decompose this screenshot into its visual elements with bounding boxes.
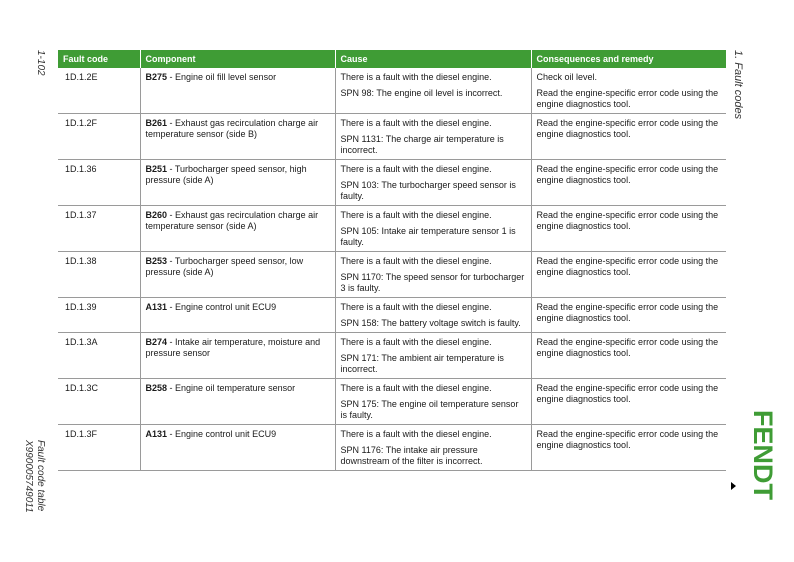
table-row [58, 379, 726, 425]
table-row [58, 114, 726, 160]
component-cell [140, 68, 335, 114]
cause-paragraph: There is a fault with the diesel engine. [340, 302, 492, 312]
component-reference: B275 [145, 72, 168, 82]
component-cell [140, 160, 335, 206]
table-row [58, 298, 726, 333]
cause-paragraph: SPN 158: The battery voltage switch is faulty. [340, 318, 521, 328]
table-row [58, 252, 726, 298]
component-description: - Turbocharger speed sensor, high pressure (side A) [145, 164, 307, 185]
cause-paragraph: SPN 105: Intake air temperature sensor 1 is faulty. [340, 226, 516, 247]
header-fault-code: Fault code [58, 50, 140, 68]
cause-paragraph: There is a fault with the diesel engine. [340, 429, 492, 439]
document-number: X990005749011 [23, 440, 34, 513]
header-component: Component [140, 50, 335, 68]
component-description: - Engine oil fill level sensor [167, 72, 277, 82]
fault-code-cell: 1D.1.38 [58, 252, 140, 298]
cause-paragraph: There is a fault with the diesel engine. [340, 337, 492, 347]
header-remedy: Consequences and remedy [531, 50, 726, 68]
fendt-logo-text: FENDT [748, 410, 778, 500]
cause-paragraph: There is a fault with the diesel engine. [340, 164, 492, 174]
cause-cell [335, 333, 531, 379]
cause-paragraph: There is a fault with the diesel engine. [340, 383, 492, 393]
table-row [58, 425, 726, 471]
table-row [58, 160, 726, 206]
cause-cell [335, 425, 531, 471]
cause-cell [335, 379, 531, 425]
page-number: 1-102 [35, 50, 46, 76]
header-cause: Cause [335, 50, 531, 68]
remedy-cell [531, 114, 726, 160]
cause-paragraph: SPN 1170: The speed sensor for turbocharger 3 is faulty. [340, 272, 525, 293]
remedy-cell [531, 379, 726, 425]
table-body [58, 68, 726, 471]
cause-paragraph: There is a fault with the diesel engine. [340, 210, 492, 220]
component-reference: B253 [145, 256, 168, 266]
component-cell [140, 333, 335, 379]
remedy-paragraph: Read the engine-specific error code using the engine diagnostics tool. [536, 302, 719, 323]
fault-code-cell: 1D.1.39 [58, 298, 140, 333]
remedy-paragraph: Read the engine-specific error code using the engine diagnostics tool. [536, 256, 719, 277]
remedy-cell [531, 68, 726, 114]
remedy-paragraph: Read the engine-specific error code using the engine diagnostics tool. [536, 118, 719, 139]
cause-cell [335, 160, 531, 206]
component-cell [140, 298, 335, 333]
component-reference: B261 [145, 118, 168, 128]
footer-doc-info [22, 440, 46, 513]
remedy-paragraph: Read the engine-specific error code using the engine diagnostics tool. [536, 337, 719, 358]
fendt-logo [748, 398, 778, 512]
component-description: - Engine control unit ECU9 [167, 302, 277, 312]
remedy-cell [531, 252, 726, 298]
component-description: - Intake air temperature, moisture and pressure sensor [145, 337, 321, 358]
cause-paragraph: SPN 175: The engine oil temperature sensor is faulty. [340, 399, 519, 420]
component-cell [140, 114, 335, 160]
component-cell [140, 252, 335, 298]
component-reference: B274 [145, 337, 168, 347]
fault-code-cell: 1D.1.37 [58, 206, 140, 252]
cause-paragraph: There is a fault with the diesel engine. [340, 118, 492, 128]
cause-cell [335, 298, 531, 333]
component-reference: B258 [145, 383, 168, 393]
fault-code-cell: 1D.1.3C [58, 379, 140, 425]
component-description: - Turbocharger speed sensor, low pressure (side A) [145, 256, 304, 277]
fault-code-cell: 1D.1.36 [58, 160, 140, 206]
cause-cell [335, 114, 531, 160]
fault-code-cell: 1D.1.3A [58, 333, 140, 379]
remedy-paragraph: Read the engine-specific error code using the engine diagnostics tool. [536, 383, 719, 404]
component-description: - Exhaust gas recirculation charge air temperature sensor (side B) [145, 118, 319, 139]
component-reference: B260 [145, 210, 168, 220]
component-cell [140, 425, 335, 471]
table-row [58, 206, 726, 252]
next-page-arrow-icon [731, 482, 736, 490]
fault-code-cell: 1D.1.2E [58, 68, 140, 114]
table-header-row [58, 50, 726, 68]
remedy-paragraph: Read the engine-specific error code using the engine diagnostics tool. [536, 164, 719, 185]
component-description: - Exhaust gas recirculation charge air temperature sensor (side A) [145, 210, 319, 231]
cause-paragraph: SPN 1131: The charge air temperature is incorrect. [340, 134, 504, 155]
remedy-cell [531, 298, 726, 333]
remedy-paragraph: Read the engine-specific error code using the engine diagnostics tool. [536, 429, 719, 450]
cause-paragraph: SPN 98: The engine oil level is incorrect. [340, 88, 503, 98]
component-description: - Engine oil temperature sensor [167, 383, 296, 393]
fault-code-cell: 1D.1.3F [58, 425, 140, 471]
fault-code-table [58, 50, 726, 471]
cause-paragraph: There is a fault with the diesel engine. [340, 72, 492, 82]
component-reference: A131 [145, 429, 168, 439]
section-title: Fault code table [35, 440, 46, 512]
component-reference: B251 [145, 164, 168, 174]
cause-cell [335, 206, 531, 252]
remedy-paragraph: Check oil level. [536, 72, 598, 82]
component-cell [140, 206, 335, 252]
chapter-title: 1. Fault codes [732, 50, 744, 120]
table-row [58, 68, 726, 114]
cause-cell [335, 252, 531, 298]
fault-code-cell: 1D.1.2F [58, 114, 140, 160]
remedy-cell [531, 333, 726, 379]
component-reference: A131 [145, 302, 168, 312]
cause-paragraph: SPN 103: The turbocharger speed sensor is faulty. [340, 180, 516, 201]
component-cell [140, 379, 335, 425]
cause-paragraph: SPN 171: The ambient air temperature is incorrect. [340, 353, 504, 374]
cause-paragraph: SPN 1176: The intake air pressure downstream of the filter is incorrect. [340, 445, 483, 466]
component-description: - Engine control unit ECU9 [167, 429, 277, 439]
remedy-cell [531, 425, 726, 471]
remedy-cell [531, 206, 726, 252]
remedy-cell [531, 160, 726, 206]
table-row [58, 333, 726, 379]
cause-paragraph: There is a fault with the diesel engine. [340, 256, 492, 266]
remedy-paragraph: Read the engine-specific error code using the engine diagnostics tool. [536, 210, 719, 231]
remedy-paragraph: Read the engine-specific error code using the engine diagnostics tool. [536, 88, 719, 109]
cause-cell [335, 68, 531, 114]
